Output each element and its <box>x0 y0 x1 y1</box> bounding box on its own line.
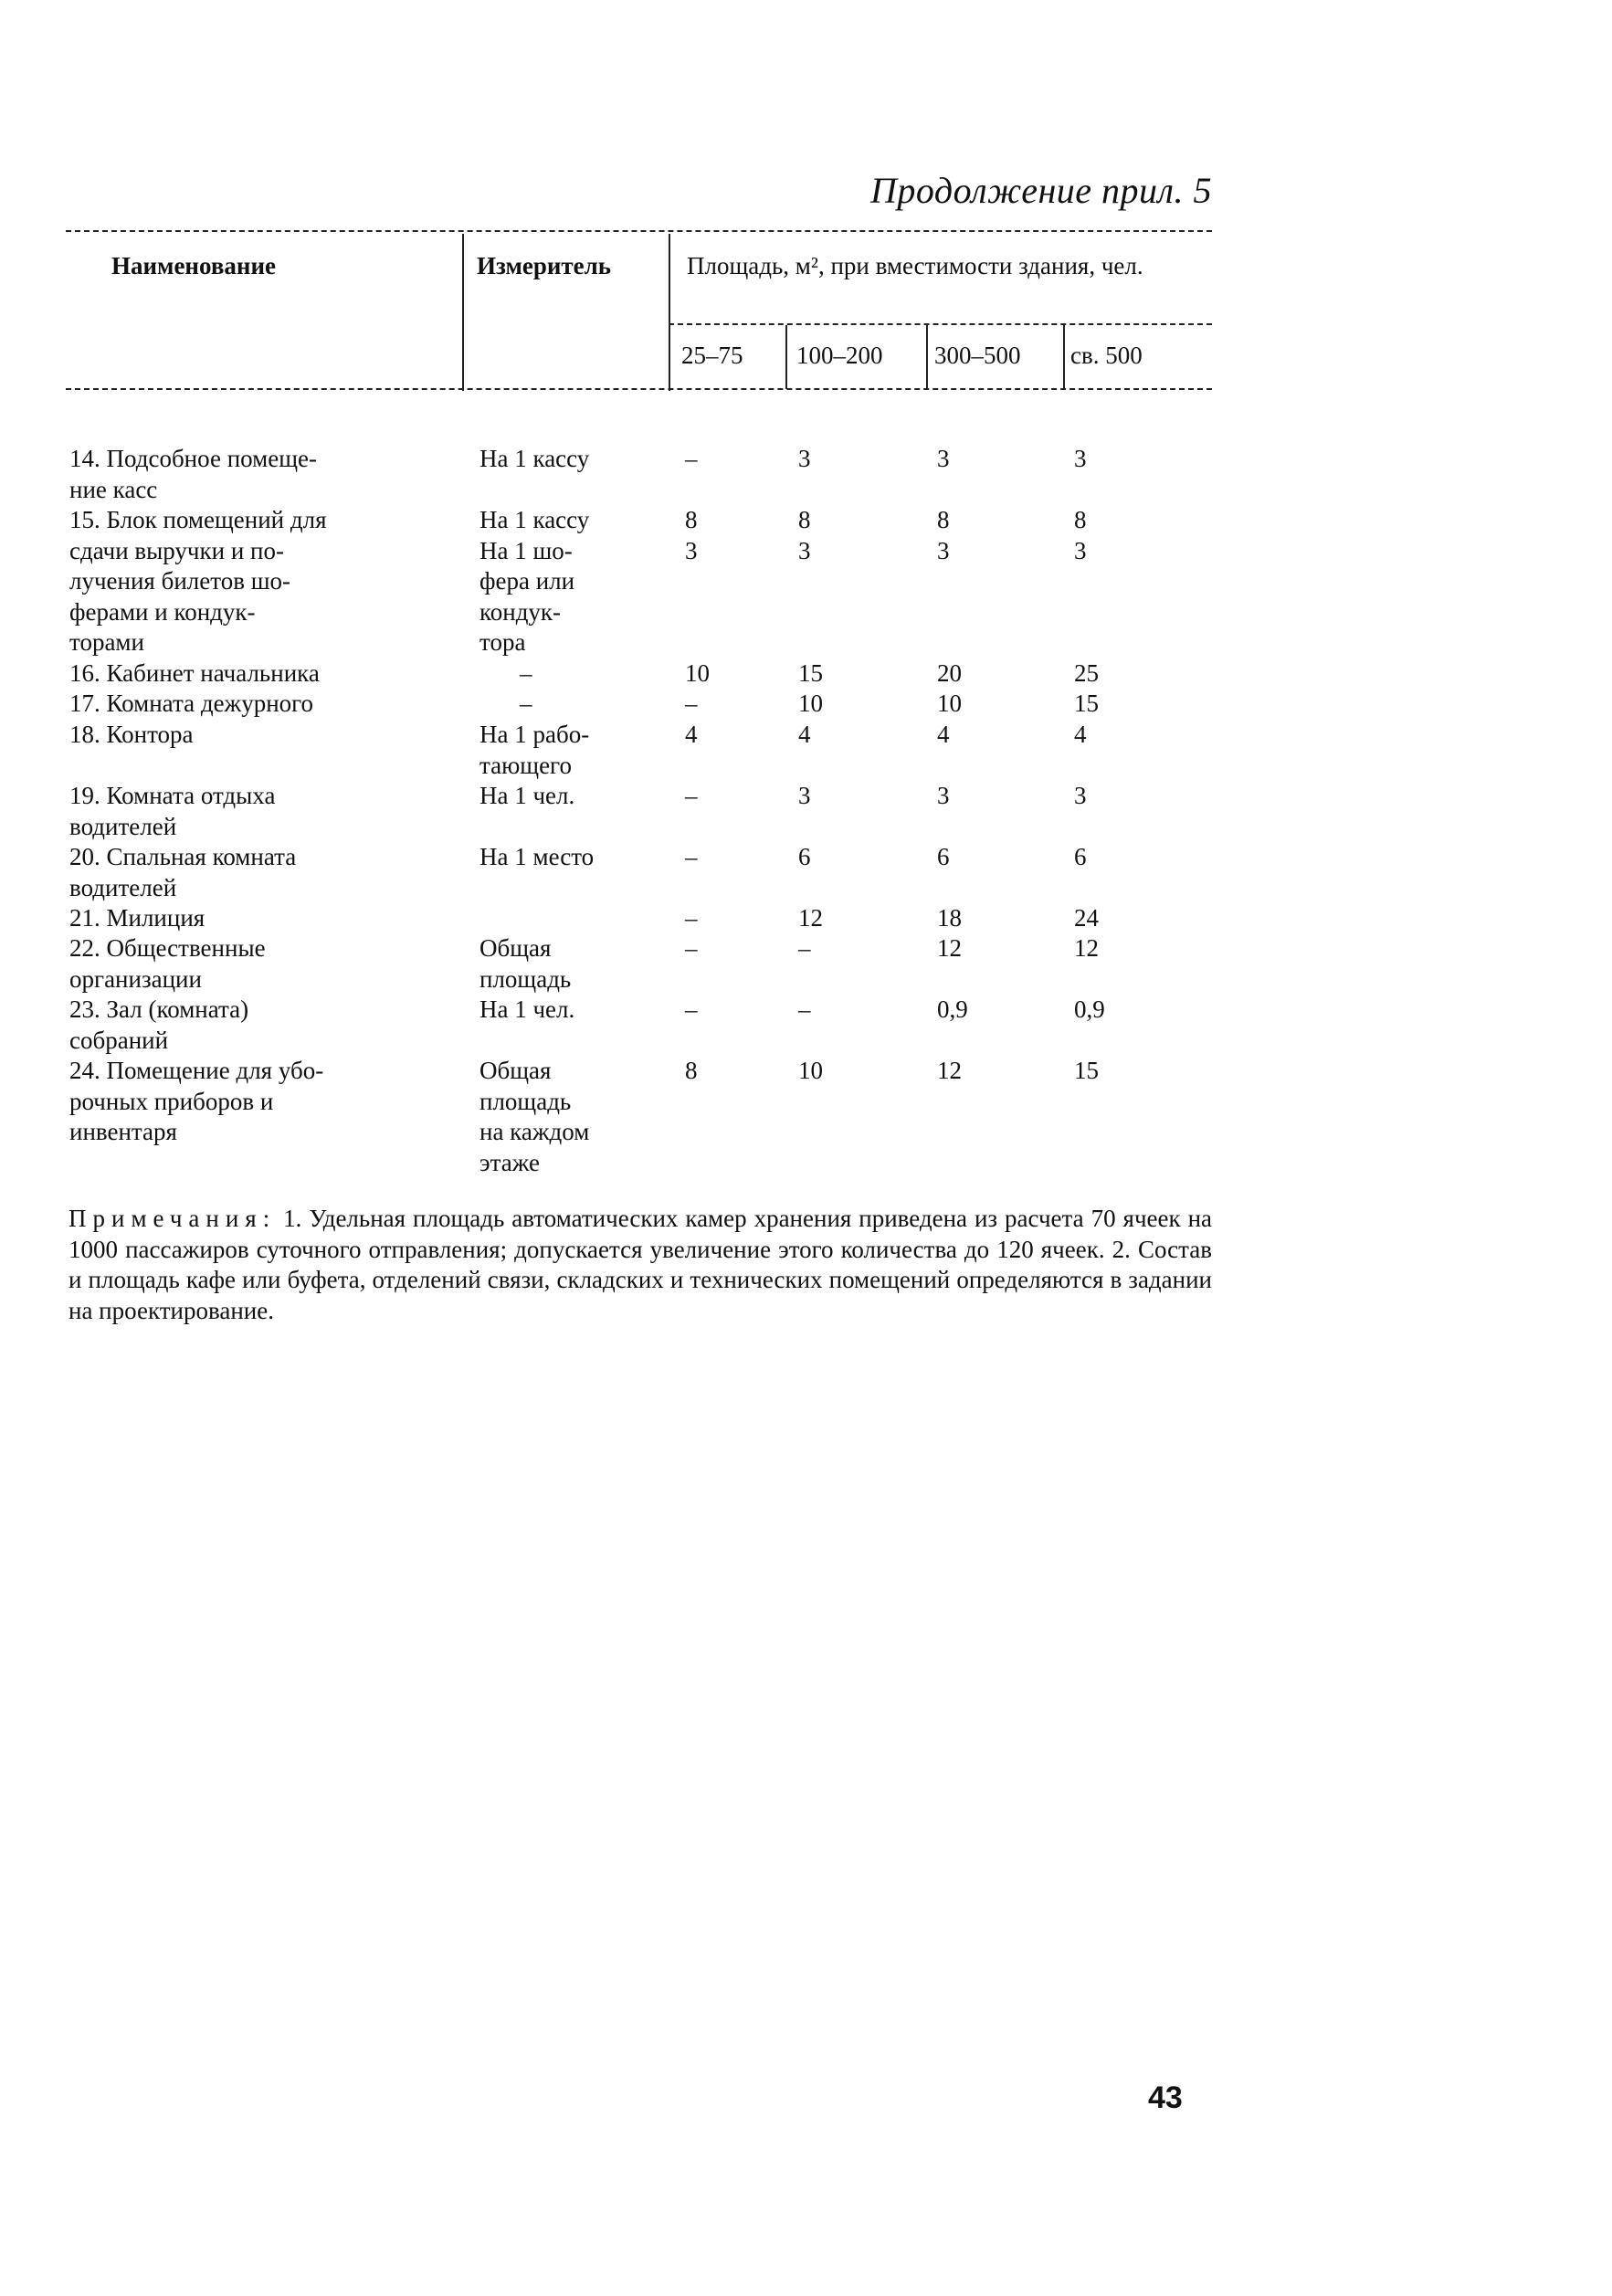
row-value: 24 <box>1074 904 1099 932</box>
row-value: – <box>685 934 698 962</box>
row-name: 24. Помещение для убо- рочных приборов и инвентаря <box>69 1057 324 1145</box>
row-unit: – <box>520 659 532 687</box>
row-name: 18. Контора <box>69 721 194 748</box>
row-value: 3 <box>798 782 811 809</box>
row-value: 12 <box>937 934 962 962</box>
row-value: 18 <box>937 904 962 932</box>
header-divider-4 <box>926 325 928 389</box>
header-divider-1 <box>462 234 464 391</box>
row-value: 4 <box>685 721 698 748</box>
row-name: 22. Общественные организации <box>69 934 266 993</box>
row-value: 8 3 <box>1074 506 1087 564</box>
row-value: 6 <box>937 843 950 870</box>
row-value: 10 <box>798 690 823 717</box>
row-name: 16. Кабинет начальника <box>69 659 320 687</box>
row-name: 14. Подсобное помеще- ние касс <box>69 445 317 503</box>
page-title: Продолжение прил. 5 <box>869 170 1212 211</box>
row-value: – <box>685 995 698 1023</box>
row-value: – <box>685 843 698 870</box>
row-value: 15 <box>798 659 823 687</box>
header-divider-5 <box>1063 325 1065 389</box>
row-name: 21. Милиция <box>69 904 205 932</box>
row-unit: На 1 чел. <box>479 782 575 809</box>
row-value: 8 3 <box>798 506 811 564</box>
row-name: 19. Комната отдыха водителей <box>69 782 276 840</box>
row-value: 12 <box>1074 934 1099 962</box>
col-header-cap-3: 300–500 <box>934 342 1021 369</box>
row-name: 15. Блок помещений для сдачи выручки и по- лучения билетов шо- ферами и кондук- торами <box>69 506 327 656</box>
header-divider-3 <box>785 325 787 389</box>
row-unit: На 1 кассу На 1 шо- фера или кондук- тора <box>479 506 590 656</box>
row-value: 8 3 <box>685 506 698 564</box>
row-value: 0,9 <box>937 995 968 1023</box>
header-bottom-rule <box>66 388 1212 390</box>
row-name: 23. Зал (комната) собраний <box>69 995 249 1054</box>
row-name: 20. Спальная комната водителей <box>69 843 297 901</box>
col-header-cap-1: 25–75 <box>681 342 743 369</box>
row-unit: На 1 чел. <box>479 995 575 1023</box>
row-value: 15 <box>1074 1057 1099 1084</box>
header-divider-2 <box>669 234 670 391</box>
row-value: 10 <box>685 659 710 687</box>
col-header-unit: Измеритель <box>477 252 612 279</box>
row-value: 15 <box>1074 690 1099 717</box>
col-header-cap-2: 100–200 <box>796 342 883 369</box>
row-value: 3 <box>937 782 950 809</box>
row-value: 3 <box>1074 445 1087 472</box>
table-top-rule <box>66 230 1212 232</box>
row-value: – <box>685 690 698 717</box>
row-value: 4 <box>937 721 950 748</box>
row-value: 6 <box>1074 843 1087 870</box>
page-number: 43 <box>1148 2080 1183 2115</box>
subheader-rule <box>669 323 1212 325</box>
row-value: 25 <box>1074 659 1099 687</box>
row-value: 6 <box>798 843 811 870</box>
col-header-name: Наименование <box>111 252 276 279</box>
notes-label: Примечания: <box>68 1205 277 1232</box>
row-unit: На 1 место <box>479 843 595 870</box>
row-unit: Общая площадь <box>479 934 572 993</box>
row-value: 10 <box>937 690 962 717</box>
row-value: 3 <box>798 445 811 472</box>
row-value: 3 <box>937 445 950 472</box>
row-unit: На 1 рабо- тающего <box>479 721 590 779</box>
row-value: – <box>685 904 698 932</box>
row-value: 8 <box>685 1057 698 1084</box>
row-value: 8 3 <box>937 506 950 564</box>
row-value: 4 <box>1074 721 1087 748</box>
notes-text: 1. Удельная площадь автоматических камер хранения приведена из расчета 70 ячеек на 1000 пассажиров суточного отправления; допускается увеличение этого количества до 120 ячеек. 2. Состав и площадь кафе или буфета, отделений связи, складских и технических помещений определяются в задании на проектирование. <box>68 1205 1212 1324</box>
row-value: – <box>798 934 811 962</box>
row-unit: Общая площадь на каждом этаже <box>479 1057 590 1176</box>
row-value: – <box>685 445 698 472</box>
row-value: 4 <box>798 721 811 748</box>
row-unit: На 1 кассу <box>479 445 590 472</box>
row-name: 17. Комната дежурного <box>69 690 314 717</box>
notes-paragraph <box>68 1204 1212 1326</box>
row-value: – <box>685 782 698 809</box>
col-header-cap-4: св. 500 <box>1070 342 1143 369</box>
col-header-area: Площадь, м², при вместимости здания, чел. <box>687 252 1143 279</box>
row-value: 3 <box>1074 782 1087 809</box>
row-value: 12 <box>937 1057 962 1084</box>
row-value: 20 <box>937 659 962 687</box>
row-value: 0,9 <box>1074 995 1105 1023</box>
row-unit: – <box>520 690 532 717</box>
row-value: 10 <box>798 1057 823 1084</box>
row-value: – <box>798 995 811 1023</box>
row-value: 12 <box>798 904 823 932</box>
